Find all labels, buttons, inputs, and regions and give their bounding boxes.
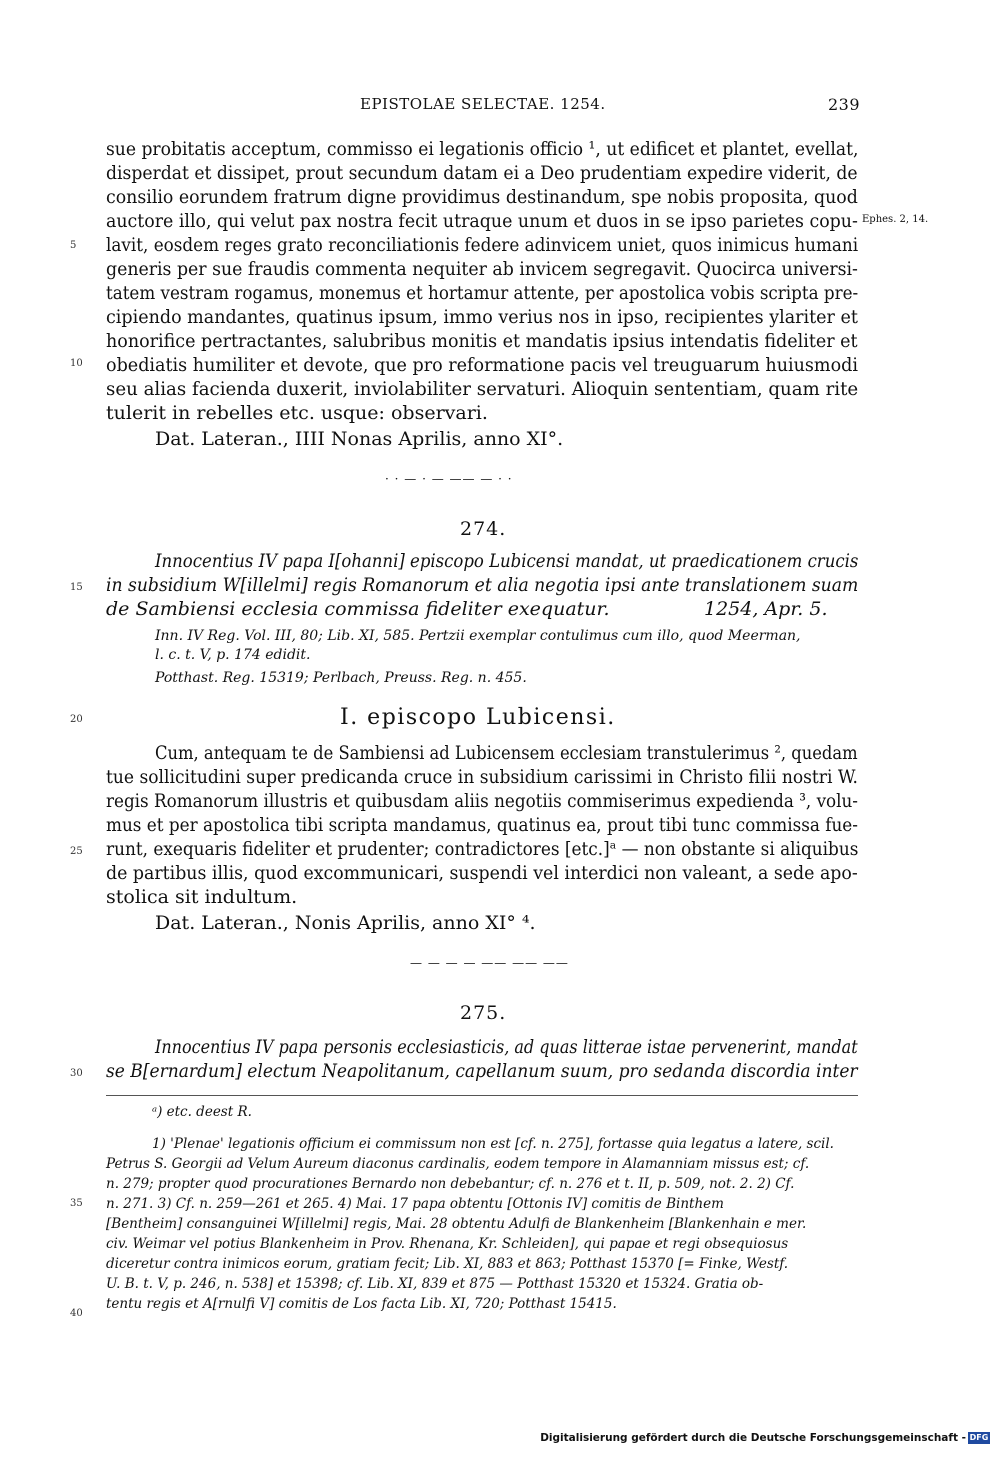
text-line: obediatis humiliter et devote, que pro reformatione pacis vel treuguarum huiusmodi	[106, 354, 859, 376]
section-separator: — — — — —— —— ——	[410, 956, 569, 970]
text-line: generis per sue fraudis commenta nequiter ab invicem segregavit. Quocirca universi-	[106, 258, 858, 280]
letter-date: 1254, Apr. 5.	[704, 598, 828, 620]
text-line: mus et per apostolica tibi scripta mandamus, quatinus ea, prout tibi tunc commissa fue-	[106, 814, 858, 836]
digitization-credit: Digitalisierung gefördert durch die Deutsche Forschungsgemeinschaft -	[540, 1432, 966, 1444]
line-number: 35	[70, 1198, 83, 1209]
text-line: runt, exequaris fideliter et prudenter; contradictores [etc.]ᵃ — non obstante si aliquibus	[106, 838, 859, 860]
line-number: 20	[70, 714, 83, 725]
line-number: 25	[70, 846, 83, 857]
footnote-line: tentu regis et A[rnulfi V] comitis de Los facta Lib. XI, 720; Potthast 15415.	[106, 1296, 617, 1312]
text-line: honorifice pertractantes, salubribus monitis et mandatis ipsius intendatis fideliter et	[106, 330, 858, 352]
footnote-line: 1) 'Plenae' legationis officium ei commissum non est [cf. n. 275], fortasse quia legatus a latere, scil.	[152, 1136, 834, 1152]
dfg-logo-icon: DFG	[969, 1433, 989, 1442]
footnote-rule	[106, 1095, 858, 1096]
footnote-line: [Bentheim] consanguinei W[illelmi] regis, Mai. 28 obtentu Adulfi de Blankenheim [Blankenhain e mer.	[106, 1216, 807, 1232]
running-title: EPISTOLAE SELECTAE. 1254.	[360, 95, 606, 113]
text-line: regis Romanorum illustris et quibusdam aliis negotiis commiserimus expedienda ³, volu-	[106, 790, 858, 812]
text-line: tatem vestram rogamus, monemus et hortamur attente, per apostolica vobis scripta pre-	[106, 282, 859, 304]
page-number: 239	[828, 95, 861, 114]
summary-line: in subsidium W[illelmi] regis Romanorum et alia negotia ipsi ante translationem suam	[106, 574, 859, 596]
footnote-line: diceretur contra inimicos eorum, gratiam fecit; Lib. XI, 883 et 863; Potthast 15370 [= Finke, Westf.	[106, 1256, 789, 1272]
line-number: 15	[70, 582, 83, 593]
text-line: Cum, antequam te de Sambiensi ad Lubicensem ecclesiam transtulerimus ², quedam	[155, 742, 858, 764]
line-number: 40	[70, 1308, 83, 1319]
line-number: 30	[70, 1068, 83, 1079]
text-line: stolica sit indultum.	[106, 886, 298, 908]
summary-line: Innocentius IV papa personis ecclesiasticis, ad quas litterae istae pervenerint, mandat	[155, 1036, 858, 1058]
footnote-line: n. 271. 3) Cf. n. 259—261 et 265. 4) Mai. 17 papa obtentu [Ottonis IV] comitis de Binthem	[106, 1196, 724, 1212]
summary-line: Innocentius IV papa I[ohanni] episcopo Lubicensi mandat, ut praedicationem crucis	[155, 550, 859, 572]
marginal-reference: Ephes. 2, 14.	[862, 214, 929, 225]
section-separator: · · — · — —— — · ·	[385, 472, 513, 486]
text-line: tue sollicitudini super predicanda cruce in subsidium carissimi in Christo filii nostri W.	[106, 766, 858, 788]
regesta-line: Potthast. Reg. 15319; Perlbach, Preuss. Reg. n. 455.	[155, 670, 527, 686]
text-line: lavit, eosdem reges grato reconciliationis federe adinvicem uniet, quos inimicus humani	[106, 234, 859, 256]
footnote-line: Petrus S. Georgii ad Velum Aureum diaconus cardinalis, eodem tempore in Alamanniam missus est; cf.	[106, 1156, 810, 1172]
text-line: disperdat et dissipet, prout secundum datam ei a Deo prudentiam expedire viderit, de	[106, 162, 858, 184]
text-line: cipiendo mandantes, quatinus ipsum, immo verius nos in ipso, recipientes ylariter et	[106, 306, 858, 328]
summary-line: se B[ernardum] electum Neapolitanum, capellanum suum, pro sedanda discordia inter	[106, 1060, 858, 1082]
text-line: tulerit in rebelles etc. usque: observari.	[106, 402, 488, 424]
line-number: 5	[70, 240, 77, 251]
summary-line: de Sambiensi ecclesia commissa fideliter exequatur.	[106, 598, 610, 620]
text-line: consilio eorundem fratrum digne providimus destinandum, spe nobis proposita, quod	[106, 186, 858, 208]
footnote-line: U. B. t. V, p. 246, n. 538] et 15398; cf. Lib. XI, 839 et 875 — Potthast 15320 et 15324. Gratia ob-	[106, 1276, 764, 1292]
source-line: l. c. t. V, p. 174 edidit.	[155, 647, 311, 663]
line-number: 10	[70, 358, 83, 369]
footnote-a: ᵃ) etc. deest R.	[152, 1104, 252, 1120]
dating-line: Dat. Lateran., Nonis Aprilis, anno XI° ⁴.	[155, 912, 536, 934]
text-line: de partibus illis, quod excommunicari, suspendi vel interdici non valeant, a sede apo-	[106, 862, 858, 884]
text-line: seu alias facienda duxerit, inviolabiliter servaturi. Alioquin sententiam, quam rite	[106, 378, 859, 400]
dating-line: Dat. Lateran., IIII Nonas Aprilis, anno XI°.	[155, 428, 564, 450]
footnote-line: n. 279; propter quod procurationes Bernardo non debebantur; cf. n. 276 et t. II, p. 509, not. 2. 2) Cf.	[106, 1176, 795, 1192]
text-line: auctore illo, qui velut pax nostra fecit utraque unum et duos in se ipso parietes copu-	[106, 210, 858, 232]
source-line: Inn. IV Reg. Vol. III, 80; Lib. XI, 585. Pertzii exemplar contulimus cum illo, quod Meerman,	[155, 628, 801, 644]
letter-number: 275.	[460, 1002, 507, 1024]
text-line: sue probitatis acceptum, commisso ei legationis officio ¹, ut edificet et plantet, evellat,	[106, 138, 859, 160]
footnote-line: civ. Weimar vel potius Blankenheim in Prov. Rhenana, Kr. Schleiden], qui papae et regi obsequiosus	[106, 1236, 789, 1252]
address-heading: I. episcopo Lubicensi.	[340, 705, 616, 730]
letter-number: 274.	[460, 518, 507, 540]
